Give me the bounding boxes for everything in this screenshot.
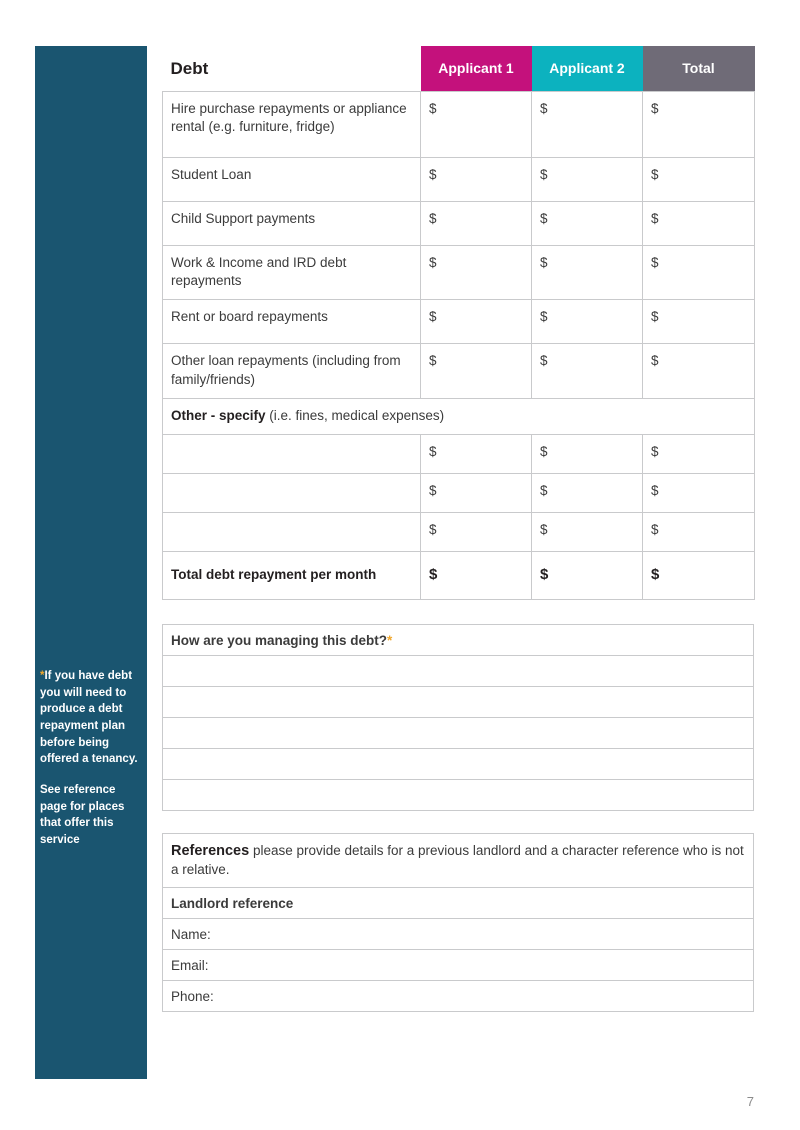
managing-debt-question-row — [163, 625, 754, 656]
input-landlord-phone[interactable]: Phone: — [163, 981, 754, 1012]
column-header-total: Total — [643, 46, 755, 91]
input-student-loan-total[interactable]: $ — [643, 157, 755, 201]
debt-row-label-hire-purchase: Hire purchase repayments or appliance rental (e.g. furniture, fridge) — [163, 91, 421, 157]
table-row — [163, 474, 755, 513]
list-item — [163, 656, 754, 687]
input-managing-debt-line-5[interactable] — [163, 780, 754, 811]
input-landlord-email[interactable]: Email: — [163, 950, 754, 981]
other-specify-label — [163, 398, 755, 434]
asterisk-marker: * — [387, 632, 393, 648]
debt-table-title: Debt — [163, 46, 421, 91]
input-rent-board-total[interactable]: $ — [643, 300, 755, 344]
debt-total-row — [163, 552, 755, 600]
sidebar-note-text-1: If you have debt you will need to produce a debt repayment plan before being offered a tenancy. — [40, 670, 138, 766]
list-item — [163, 718, 754, 749]
sidebar-note-paragraph-2 — [40, 782, 144, 849]
sidebar-panel — [35, 46, 147, 1079]
input-debt-total-applicant-1[interactable]: $ — [421, 552, 532, 600]
input-other-debt-2-total[interactable]: $ — [643, 474, 755, 513]
debt-row-label-winz-ird: Work & Income and IRD debt repayments — [163, 245, 421, 299]
input-other-debt-1-applicant-1[interactable]: $ — [421, 435, 532, 474]
input-managing-debt-line-2[interactable] — [163, 687, 754, 718]
table-row — [163, 157, 755, 201]
debt-row-label-student-loan: Student Loan — [163, 157, 421, 201]
other-specify-hint: (i.e. fines, medical expenses) — [265, 407, 445, 423]
input-other-debt-3-applicant-2[interactable]: $ — [532, 513, 643, 552]
input-student-loan-applicant-1[interactable]: $ — [421, 157, 532, 201]
input-other-debt-1-label[interactable] — [163, 435, 421, 474]
references-heading-text: please provide details for a previous landlord and a character reference who is not a relative. — [171, 843, 744, 878]
input-managing-debt-line-4[interactable] — [163, 749, 754, 780]
landlord-reference-subheading-row — [163, 888, 754, 919]
debt-row-label-rent-board: Rent or board repayments — [163, 300, 421, 344]
references-section — [162, 833, 754, 1012]
table-row — [163, 300, 755, 344]
asterisk-marker: * — [40, 670, 45, 682]
debt-total-label: Total debt repayment per month — [163, 552, 421, 600]
input-other-debt-2-label[interactable] — [163, 474, 421, 513]
input-managing-debt-line-3[interactable] — [163, 718, 754, 749]
input-student-loan-applicant-2[interactable]: $ — [532, 157, 643, 201]
main-content — [162, 46, 754, 1012]
page-number: 7 — [746, 1094, 754, 1109]
input-other-debt-3-applicant-1[interactable]: $ — [421, 513, 532, 552]
input-hire-purchase-applicant-1[interactable]: $ — [421, 91, 532, 157]
input-winz-ird-total[interactable]: $ — [643, 245, 755, 299]
input-rent-board-applicant-2[interactable]: $ — [532, 300, 643, 344]
input-child-support-applicant-2[interactable]: $ — [532, 201, 643, 245]
managing-debt-section — [162, 624, 754, 811]
column-header-applicant-2: Applicant 2 — [532, 46, 643, 91]
table-row — [163, 245, 755, 299]
input-landlord-name[interactable]: Name: — [163, 919, 754, 950]
list-item — [163, 981, 754, 1012]
input-other-debt-3-total[interactable]: $ — [643, 513, 755, 552]
table-row — [163, 91, 755, 157]
input-rent-board-applicant-1[interactable]: $ — [421, 300, 532, 344]
table-row — [163, 201, 755, 245]
input-managing-debt-line-1[interactable] — [163, 656, 754, 687]
input-child-support-total[interactable]: $ — [643, 201, 755, 245]
other-specify-bold: Other - specify — [171, 407, 266, 423]
sidebar-note-paragraph-1 — [40, 668, 144, 768]
column-header-applicant-1: Applicant 1 — [421, 46, 532, 91]
input-other-loans-total[interactable]: $ — [643, 344, 755, 398]
input-child-support-applicant-1[interactable]: $ — [421, 201, 532, 245]
managing-debt-question-text: How are you managing this debt? — [171, 632, 388, 648]
managing-debt-table — [162, 624, 754, 811]
table-row — [163, 513, 755, 552]
debt-row-label-child-support: Child Support payments — [163, 201, 421, 245]
list-item — [163, 919, 754, 950]
input-hire-purchase-total[interactable]: $ — [643, 91, 755, 157]
references-heading-row — [163, 834, 754, 888]
table-row — [163, 344, 755, 398]
list-item — [163, 780, 754, 811]
input-other-debt-1-applicant-2[interactable]: $ — [532, 435, 643, 474]
input-other-debt-1-total[interactable]: $ — [643, 435, 755, 474]
sidebar-note — [40, 668, 144, 849]
input-other-loans-applicant-1[interactable]: $ — [421, 344, 532, 398]
input-other-debt-2-applicant-1[interactable]: $ — [421, 474, 532, 513]
landlord-reference-subheading: Landlord reference — [163, 888, 754, 919]
table-row — [163, 435, 755, 474]
input-hire-purchase-applicant-2[interactable]: $ — [532, 91, 643, 157]
references-heading-bold: References — [171, 843, 250, 860]
list-item — [163, 749, 754, 780]
input-other-debt-2-applicant-2[interactable]: $ — [532, 474, 643, 513]
debt-row-label-other-loans: Other loan repayments (including from family/friends) — [163, 344, 421, 398]
references-table — [162, 833, 754, 1012]
input-other-loans-applicant-2[interactable]: $ — [532, 344, 643, 398]
debt-table-header-row — [163, 46, 755, 91]
list-item — [163, 950, 754, 981]
input-debt-total-total[interactable]: $ — [643, 552, 755, 600]
managing-debt-question — [163, 625, 754, 656]
list-item — [163, 687, 754, 718]
other-specify-row — [163, 398, 755, 434]
input-winz-ird-applicant-2[interactable]: $ — [532, 245, 643, 299]
debt-table — [162, 46, 755, 600]
input-debt-total-applicant-2[interactable]: $ — [532, 552, 643, 600]
input-winz-ird-applicant-1[interactable]: $ — [421, 245, 532, 299]
sidebar-note-text-2: See reference page for places that offer this service — [40, 784, 125, 847]
references-heading — [163, 834, 754, 888]
input-other-debt-3-label[interactable] — [163, 513, 421, 552]
